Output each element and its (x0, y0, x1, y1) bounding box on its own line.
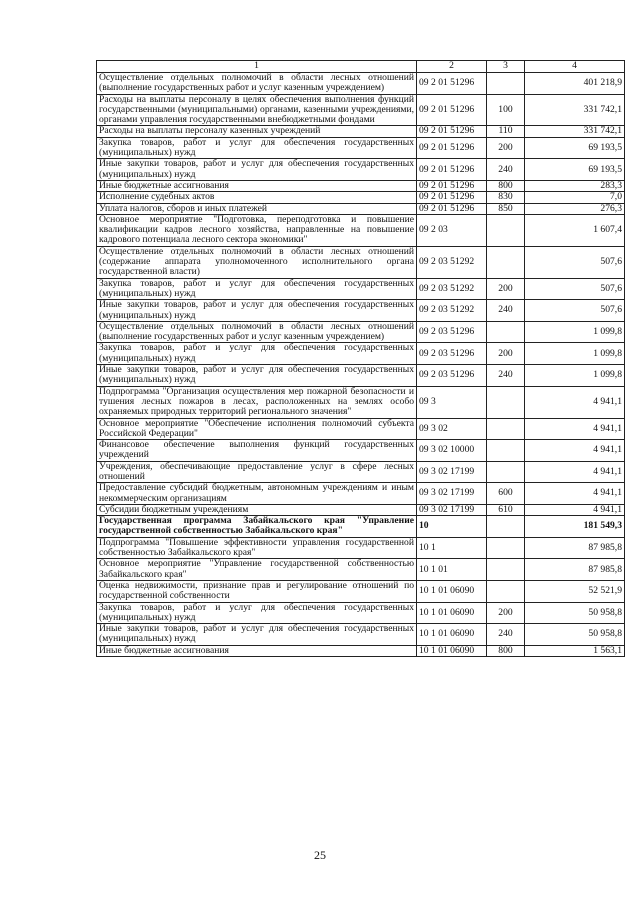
header-col-sum: 4 (525, 61, 625, 73)
cell-sum: 4 941,1 (525, 483, 625, 505)
document-page (96, 60, 624, 657)
cell-name: Иные закупки товаров, работ и услуг для обеспечения государственных (муниципальных) нужд (97, 365, 417, 387)
table-row (97, 203, 625, 214)
cell-name: Подпрограмма "Повышение эффективности управления государственной собственностью Забайкальского края" (97, 537, 417, 559)
cell-code: 10 1 01 06090 (417, 602, 487, 624)
cell-type: 850 (487, 203, 525, 214)
cell-code: 09 3 02 (417, 418, 487, 440)
cell-name: Учреждения, обеспечивающие предоставление услуг в сфере лесных отношений (97, 461, 417, 483)
cell-code: 09 2 01 51296 (417, 192, 487, 203)
cell-code: 09 2 03 51292 (417, 300, 487, 322)
cell-sum: 4 941,1 (525, 418, 625, 440)
cell-code: 10 1 01 06090 (417, 624, 487, 646)
cell-type: 240 (487, 624, 525, 646)
table-row (97, 483, 625, 505)
table-row (97, 94, 625, 126)
cell-type (487, 321, 525, 343)
cell-type (487, 246, 525, 278)
table-row (97, 602, 625, 624)
cell-name: Осуществление отдельных полномочий в области лесных отношений (выполнение государственных работ и услуг казенным учреждением) (97, 321, 417, 343)
cell-name: Государственная программа Забайкальского края "Управление государственной собственностью Забайкальского края" (97, 516, 417, 538)
table-row (97, 300, 625, 322)
cell-sum: 1 099,8 (525, 365, 625, 387)
table-row (97, 440, 625, 462)
table-row (97, 278, 625, 300)
table-row (97, 73, 625, 95)
cell-code: 09 2 01 51296 (417, 73, 487, 95)
cell-code: 10 1 01 (417, 559, 487, 581)
cell-name: Финансовое обеспечение выполнения функций государственных учреждений (97, 440, 417, 462)
cell-sum: 401 218,9 (525, 73, 625, 95)
cell-sum: 69 193,5 (525, 159, 625, 181)
cell-type: 800 (487, 180, 525, 191)
table-row (97, 537, 625, 559)
cell-type: 610 (487, 504, 525, 515)
cell-code: 09 2 01 51296 (417, 159, 487, 181)
cell-type: 100 (487, 94, 525, 126)
cell-type: 200 (487, 343, 525, 365)
cell-sum: 507,6 (525, 246, 625, 278)
cell-sum: 87 985,8 (525, 559, 625, 581)
table-row (97, 159, 625, 181)
budget-table (96, 60, 625, 657)
cell-name: Субсидии бюджетным учреждениям (97, 504, 417, 515)
cell-sum: 4 941,1 (525, 386, 625, 418)
table-row (97, 645, 625, 656)
cell-type: 110 (487, 126, 525, 137)
table-row (97, 461, 625, 483)
table-row (97, 559, 625, 581)
cell-code: 09 2 03 51292 (417, 278, 487, 300)
cell-type: 240 (487, 159, 525, 181)
cell-code: 10 1 01 06090 (417, 645, 487, 656)
cell-sum: 7,0 (525, 192, 625, 203)
cell-type (487, 440, 525, 462)
cell-name: Иные закупки товаров, работ и услуг для обеспечения государственных (муниципальных) нужд (97, 159, 417, 181)
cell-name: Иные закупки товаров, работ и услуг для обеспечения государственных (муниципальных) нужд (97, 624, 417, 646)
cell-code: 09 3 02 17199 (417, 483, 487, 505)
cell-name: Подпрограмма "Организация осуществления мер пожарной безопасности и тушения лесных пожаров в лесах, расположенных на землях особо охраняемых природных территорий регионального значения" (97, 386, 417, 418)
cell-sum: 87 985,8 (525, 537, 625, 559)
page-number: 25 (314, 848, 326, 862)
cell-sum: 50 958,8 (525, 624, 625, 646)
cell-name: Уплата налогов, сборов и иных платежей (97, 203, 417, 214)
table-body (97, 73, 625, 657)
table-row (97, 516, 625, 538)
table-row (97, 214, 625, 246)
cell-code: 09 2 01 51296 (417, 94, 487, 126)
cell-type (487, 461, 525, 483)
table-row (97, 180, 625, 191)
table-row (97, 126, 625, 137)
table-row (97, 365, 625, 387)
cell-name: Основное мероприятие "Управление государственной собственностью Забайкальского края" (97, 559, 417, 581)
cell-type (487, 580, 525, 602)
cell-name: Закупка товаров, работ и услуг для обеспечения государственных (муниципальных) нужд (97, 278, 417, 300)
cell-sum: 4 941,1 (525, 440, 625, 462)
table-row (97, 504, 625, 515)
cell-type (487, 559, 525, 581)
cell-type (487, 516, 525, 538)
cell-name: Иные закупки товаров, работ и услуг для обеспечения государственных (муниципальных) нужд (97, 300, 417, 322)
cell-name: Осуществление отдельных полномочий в области лесных отношений (содержание аппарата уполномоченного исполнительного органа государственной власти) (97, 246, 417, 278)
cell-type: 800 (487, 645, 525, 656)
cell-type (487, 386, 525, 418)
table-row (97, 137, 625, 159)
cell-code: 09 2 01 51296 (417, 126, 487, 137)
table-row (97, 386, 625, 418)
header-col-code: 2 (417, 61, 487, 73)
table-row (97, 192, 625, 203)
table-header-row (97, 61, 625, 73)
cell-code: 09 3 02 10000 (417, 440, 487, 462)
cell-name: Осуществление отдельных полномочий в области лесных отношений (выполнение государственных работ и услуг казенным учреждением) (97, 73, 417, 95)
cell-name: Исполнение судебных актов (97, 192, 417, 203)
cell-name: Основное мероприятие "Обеспечение исполнения полномочий субъекта Российской Федерации" (97, 418, 417, 440)
cell-code: 09 2 03 51296 (417, 365, 487, 387)
cell-name: Закупка товаров, работ и услуг для обеспечения государственных (муниципальных) нужд (97, 343, 417, 365)
cell-name: Расходы на выплаты персоналу казенных учреждений (97, 126, 417, 137)
cell-name: Закупка товаров, работ и услуг для обеспечения государственных (муниципальных) нужд (97, 137, 417, 159)
cell-type (487, 214, 525, 246)
cell-code: 09 2 01 51296 (417, 203, 487, 214)
cell-code: 10 1 01 06090 (417, 580, 487, 602)
cell-sum: 1 607,4 (525, 214, 625, 246)
cell-sum: 331 742,1 (525, 94, 625, 126)
cell-name: Иные бюджетные ассигнования (97, 645, 417, 656)
cell-code: 10 (417, 516, 487, 538)
cell-sum: 507,6 (525, 300, 625, 322)
cell-sum: 1 099,8 (525, 343, 625, 365)
cell-sum: 331 742,1 (525, 126, 625, 137)
cell-code: 09 2 03 (417, 214, 487, 246)
cell-code: 09 2 01 51296 (417, 137, 487, 159)
cell-sum: 1 099,8 (525, 321, 625, 343)
cell-code: 09 2 01 51296 (417, 180, 487, 191)
cell-type: 600 (487, 483, 525, 505)
cell-sum: 50 958,8 (525, 602, 625, 624)
cell-type (487, 418, 525, 440)
table-row (97, 321, 625, 343)
cell-name: Предоставление субсидий бюджетным, автономным учреждениям и иным некоммерческим организациям (97, 483, 417, 505)
cell-type: 200 (487, 278, 525, 300)
cell-code: 10 1 (417, 537, 487, 559)
cell-type (487, 537, 525, 559)
cell-sum: 1 563,1 (525, 645, 625, 656)
cell-sum: 181 549,3 (525, 516, 625, 538)
cell-code: 09 2 03 51296 (417, 343, 487, 365)
cell-name: Основное мероприятие "Подготовка, переподготовка и повышение квалификации кадров лесного хозяйства, направленные на повышение кадрового потенциала лесного сектора экономики" (97, 214, 417, 246)
table-row (97, 418, 625, 440)
table-row (97, 343, 625, 365)
cell-type (487, 73, 525, 95)
cell-type: 240 (487, 365, 525, 387)
cell-sum: 283,3 (525, 180, 625, 191)
cell-code: 09 3 02 17199 (417, 504, 487, 515)
header-col-type: 3 (487, 61, 525, 73)
cell-name: Закупка товаров, работ и услуг для обеспечения государственных (муниципальных) нужд (97, 602, 417, 624)
cell-type: 200 (487, 602, 525, 624)
cell-type: 830 (487, 192, 525, 203)
header-col-name: 1 (97, 61, 417, 73)
cell-sum: 52 521,9 (525, 580, 625, 602)
cell-name: Расходы на выплаты персоналу в целях обеспечения выполнения функций государственными (муниципальными) органами, казенными учреждениями, органами управления государственными внебюджетными фондами (97, 94, 417, 126)
table-row (97, 624, 625, 646)
cell-name: Иные бюджетные ассигнования (97, 180, 417, 191)
cell-sum: 276,3 (525, 203, 625, 214)
cell-sum: 507,6 (525, 278, 625, 300)
cell-type: 200 (487, 137, 525, 159)
table-row (97, 580, 625, 602)
cell-sum: 4 941,1 (525, 461, 625, 483)
cell-sum: 4 941,1 (525, 504, 625, 515)
cell-sum: 69 193,5 (525, 137, 625, 159)
cell-code: 09 2 03 51292 (417, 246, 487, 278)
cell-name: Оценка недвижимости, признание прав и регулирование отношений по государственной собственности (97, 580, 417, 602)
cell-code: 09 3 (417, 386, 487, 418)
cell-code: 09 2 03 51296 (417, 321, 487, 343)
cell-code: 09 3 02 17199 (417, 461, 487, 483)
table-row (97, 246, 625, 278)
cell-type: 240 (487, 300, 525, 322)
